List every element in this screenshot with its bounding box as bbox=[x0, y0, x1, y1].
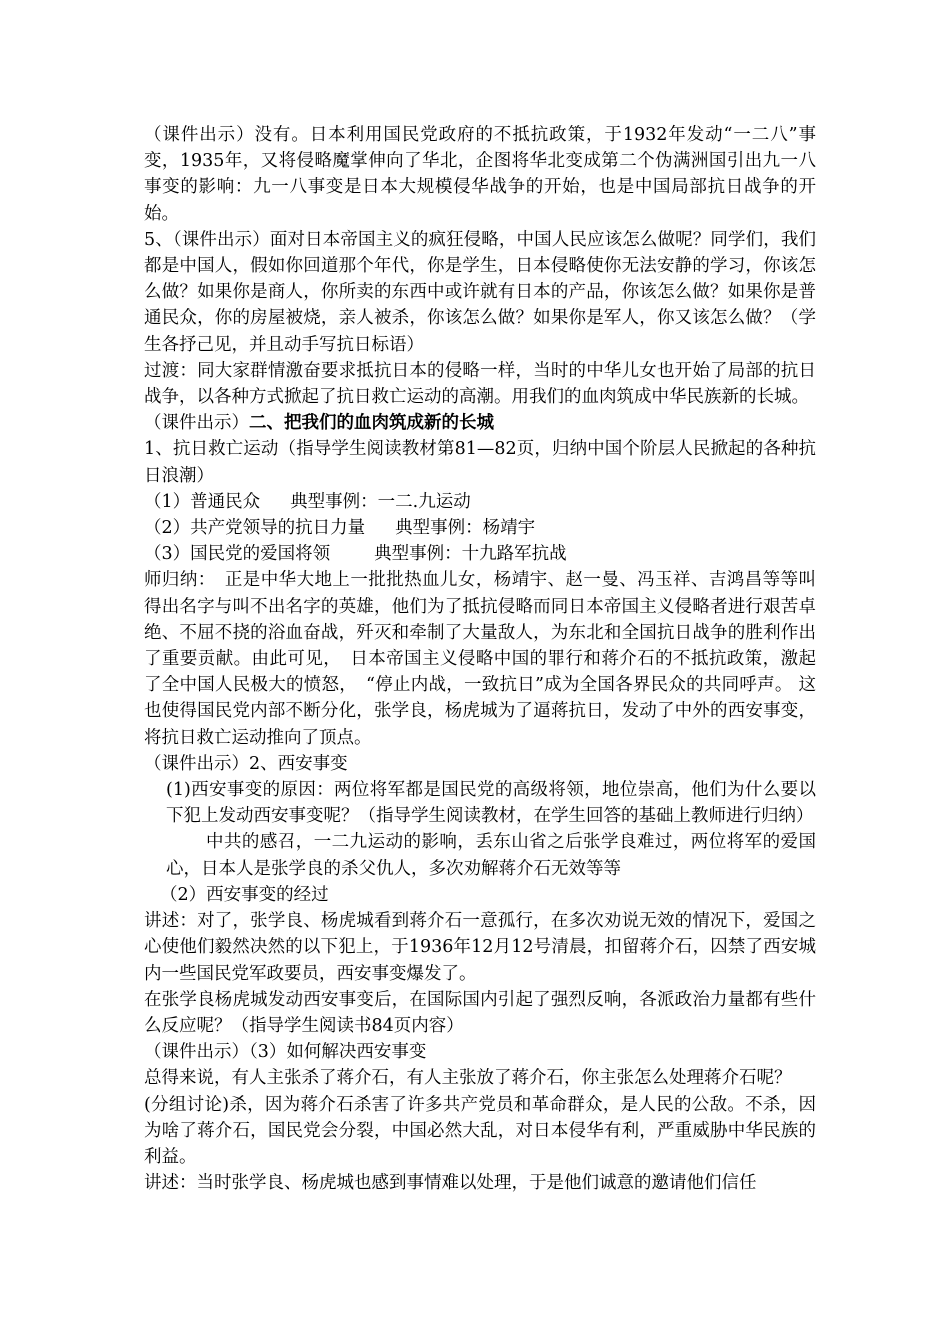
paragraph-movement: 1、抗日救亡运动（指导学生阅读教材第81—82页，归纳中国个阶层人民掀起的各种抗日浪潮） bbox=[144, 439, 816, 486]
section-heading: 二、把我们的血肉筑成新的长城 bbox=[249, 413, 494, 434]
document-page bbox=[144, 122, 816, 1196]
paragraph-xian-incident-title: （课件出示）2、西安事变 bbox=[144, 753, 348, 774]
paragraph-transition: 过渡：同大家群情激奋要求抵抗日本的侵略一样，当时的中华儿女也开始了局部的抗日战争，以各种方式掀起了抗日救亡运动的高潮。用我们的血肉筑成中华民族新的长城。 bbox=[144, 360, 816, 408]
paragraph-group-discussion: (分组讨论)杀，因为蒋介石杀害了许多共产党员和革命群众，是人民的公敌。不杀，因为啥了蒋介石，国民党会分裂，中国必然大乱，对日本侵华有利，严重威胁中华民族的利益。 bbox=[144, 1094, 816, 1167]
list-item bbox=[144, 515, 816, 541]
paragraph-resolve-question: 总得来说，有人主张杀了蒋介石，有人主张放了蒋介石，你主张怎么处理蒋介石呢？ bbox=[144, 1068, 792, 1089]
paragraph-question-5: 5、（课件出示）面对日本帝国主义的疯狂侵略，中国人民应该怎么做呢？同学们，我们都是中国人，假如你回道那个年代，你是学生，日本侵略使你无法安静的学习，你该怎么做？如果你是商人，你所卖的东西中或许就有日本的产品，你该怎么做？如果你是普通民众，你的房屋被烧，亲人被杀，你该怎么做？如果你是军人，你又该怎么做？（学生各抒己见，并且动手写抗日标语） bbox=[144, 229, 816, 355]
paragraph-resolve-title: （课件出示）（3）如何解决西安事变 bbox=[144, 1042, 427, 1063]
list-item-example: 典型事例：杨靖宇 bbox=[395, 518, 536, 539]
paragraph-xian-cause-answer: 中共的感召，一二九运动的影响，丢东山省之后张学良难过，两位将军的爱国心，日本人是张学良的杀父仇人，多次劝解蒋介石无效等等 bbox=[166, 832, 816, 879]
list-item-label: （1）普通民众 bbox=[144, 491, 261, 512]
list-item bbox=[144, 541, 816, 567]
paragraph-narration-2: 讲述：当时张学良、杨虎城也感到事情难以处理，于是他们诚意的邀请他们信任 bbox=[144, 1173, 757, 1194]
paragraph-teacher-summary: 师归纳： 正是中华大地上一批批热血儿女，杨靖宇、赵一曼、冯玉祥、吉鸿昌等等叫得出名字与叫不出名字的英雄，他们为了抵抗侵略而同日本帝国主义侵略者进行艰苦卓绝、不屈不挠的浴血奋战，歼灭和牵制了大量敌人，为东北和全国抗日战争的胜利作出了重要贡献。由此可见， 日本帝国主义侵略中国的罪行和蒋介石的不抵抗政策，激起了全中国人民极大的愤怒， “停止内战，一致抗日”成为全国各界民众的共同呼声。 这也使得国民党内部不断分化，张学良，杨虎城为了逼蒋抗日，发动了中外的西安事变，将抗日救亡运动推向了顶点。 bbox=[144, 570, 816, 748]
list-item-example: 典型事例：一二.九运动 bbox=[290, 491, 471, 512]
section-heading-prefix: （课件出示） bbox=[144, 413, 249, 434]
paragraph-xian-process-title: （2）西安事变的经过 bbox=[160, 884, 329, 905]
list-item-example: 典型事例：十九路军抗战 bbox=[374, 544, 567, 565]
paragraph-xian-cause: (1)西安事变的原因：两位将军都是国民党的高级将领，地位崇高，他们为什么要以下犯上发动西安事变呢？（指导学生阅读教材，在学生回答的基础上教师进行归纳） bbox=[166, 780, 816, 827]
list-item bbox=[144, 489, 816, 515]
list-item-label: （2）共产党领导的抗日力量 bbox=[144, 518, 366, 539]
paragraph-narration-1: 讲述：对了，张学良、杨虎城看到蒋介石一意孤行，在多次劝说无效的情况下，爱国之心使他们毅然决然的以下犯上，于1936年12月12号清晨，扣留蒋介石，囚禁了西安城内一些国民党军政要员，西安事变爆发了。 bbox=[144, 911, 816, 984]
paragraph-reaction-question: 在张学良杨虎城发动西安事变后，在国际国内引起了强烈反响，各派政治力量都有些什么反应呢？（指导学生阅读书84页内容） bbox=[144, 989, 816, 1036]
paragraph-intro-response: （课件出示）没有。日本利用国民党政府的不抵抗政策，于1932年发动“一二八”事变，1935年，又将侵略魔掌伸向了华北，企图将华北变成第二个伪满洲国引出九一八事变的影响：九一八事变是日本大规模侵华战争的开始，也是中国局部抗日战争的开始。 bbox=[144, 125, 816, 224]
list-item-label: （3）国民党的爱国将领 bbox=[144, 544, 331, 565]
section-heading-line bbox=[144, 410, 816, 436]
